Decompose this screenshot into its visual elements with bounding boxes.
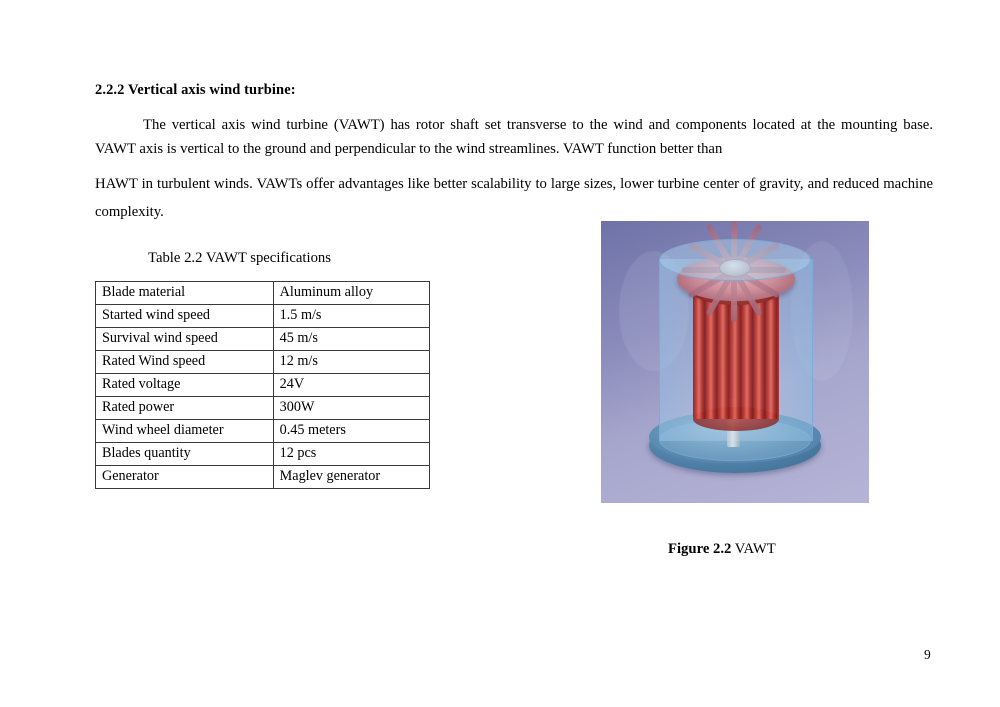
section-heading: 2.2.2 Vertical axis wind turbine:: [95, 82, 296, 98]
table-cell-value: Aluminum alloy: [273, 282, 429, 305]
table-cell-label: Survival wind speed: [96, 328, 274, 351]
table-cell-label: Blade material: [96, 282, 274, 305]
table-row: [96, 305, 430, 328]
table-cell-value: 0.45 meters: [273, 420, 429, 443]
table-row: [96, 420, 430, 443]
figure-caption-text: VAWT: [731, 541, 776, 557]
paragraph-two: HAWT in turbulent winds. VAWTs offer advantages like better scalability to large sizes, lower turbine center of gravity, and reduced machine complexity.: [95, 175, 933, 221]
table-cell-value: 24V: [273, 374, 429, 397]
table-cell-label: Blades quantity: [96, 443, 274, 466]
table-row: [96, 443, 430, 466]
table-row: [96, 466, 430, 489]
table-cell-value: 300W: [273, 397, 429, 420]
table-cell-value: 12 pcs: [273, 443, 429, 466]
table-row: [96, 282, 430, 305]
table-cell-label: Rated power: [96, 397, 274, 420]
table-cell-label: Rated voltage: [96, 374, 274, 397]
paragraph-one: [95, 114, 933, 162]
table-cell-value: 1.5 m/s: [273, 305, 429, 328]
table-row: [96, 351, 430, 374]
table-cell-value: Maglev generator: [273, 466, 429, 489]
table-cell-label: Wind wheel diameter: [96, 420, 274, 443]
vawt-specifications-table: [95, 281, 430, 489]
table-cell-label: Rated Wind speed: [96, 351, 274, 374]
table-cell-label: Generator: [96, 466, 274, 489]
table-cell-label: Started wind speed: [96, 305, 274, 328]
figure-caption-label: Figure 2.2: [668, 541, 732, 557]
turbine-illustration: [601, 221, 869, 503]
table-row: [96, 397, 430, 420]
table-caption: Table 2.2 VAWT specifications: [148, 250, 331, 266]
table-cell-value: 12 m/s: [273, 351, 429, 374]
figure-image-vawt: [601, 221, 869, 503]
body-text-block: [95, 114, 933, 227]
table-cell-value: 45 m/s: [273, 328, 429, 351]
figure-caption: [668, 541, 776, 558]
paragraph-one-text: The vertical axis wind turbine (VAWT) has rotor shaft set transverse to the wind and components located at the mounting base. VAWT axis is vertical to the ground and perpendicular to the wind streamlines. VAWT function better than: [95, 117, 933, 157]
turbine-shroud-top: [659, 239, 811, 281]
table-row: [96, 374, 430, 397]
page-number: 9: [924, 647, 931, 662]
table-row: [96, 328, 430, 351]
